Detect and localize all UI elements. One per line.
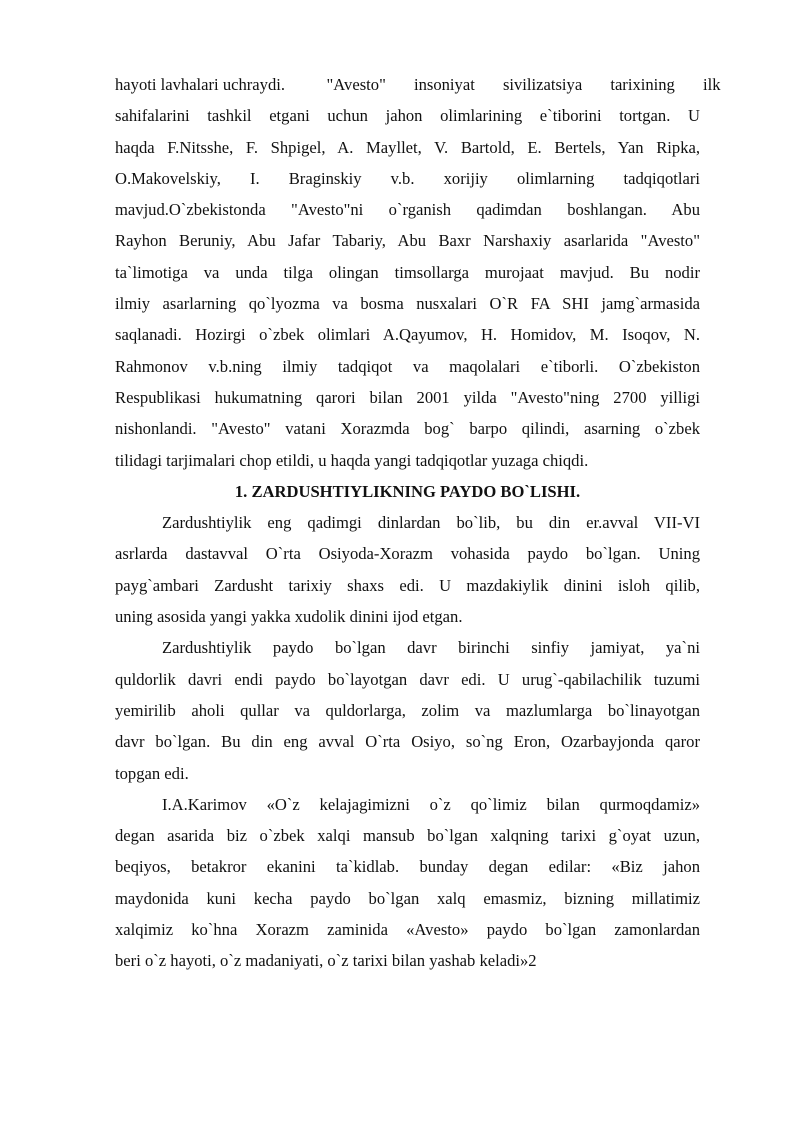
- text-line-rest: "Avesto" insoniyat sivilizatsiya tarixining ilk: [326, 75, 721, 94]
- text-line: haqda F.Nitsshe, F. Shpigel, A. Mayllet, V. Bartold, E. Bertels, Yan Ripka,: [115, 137, 700, 157]
- text-line: Rahmonov v.b.ning ilmiy tadqiqot va maqolalari e`tiborli. O`zbekiston: [115, 356, 700, 376]
- paragraph-3: [115, 789, 700, 977]
- paragraph-2: [115, 632, 700, 788]
- text-line: maydonida kuni kecha paydo bo`lgan xalq emasmiz, bizning millatimiz: [115, 888, 700, 908]
- text-line: quldorlik davri endi paydo bo`layotgan davr edi. U urug`-qabilachilik tuzumi: [115, 669, 700, 689]
- text-line: ilmiy asarlarning qo`lyozma va bosma nusxalari O`R FA SHI jamg`armasida: [115, 294, 700, 314]
- text-line: payg`ambari Zardusht tarixiy shaxs edi. U mazdakiylik dinini isloh qilib,: [115, 575, 700, 595]
- text-line: beri o`z hayoti, o`z madaniyati, o`z tarixi bilan yashab keladi»2: [115, 951, 537, 971]
- paragraph-1: [115, 507, 700, 632]
- text-line: Rayhon Beruniy, Abu Jafar Tabariy, Abu Baxr Narshaxiy asarlarida "Avesto": [115, 231, 700, 251]
- text-line: degan asarida biz o`zbek xalqi mansub bo`lgan xalqning tarixi g`oyat uzun,: [115, 826, 700, 846]
- text-line: davr bo`lgan. Bu din eng avval O`rta Osiyo, so`ng Eron, Ozarbayjonda qaror: [115, 732, 700, 752]
- text-line: Zardushtiylik eng qadimgi dinlardan bo`lib, bu din er.avval VII-VI: [162, 513, 700, 533]
- text-line: xalqimiz ko`hna Xorazm zaminida «Avesto» paydo bo`lgan zamonlardan: [115, 920, 700, 940]
- text-line: Zardushtiylik paydo bo`lgan davr birinchi sinfiy jamiyat, ya`ni: [162, 638, 700, 658]
- text-line: tilidagi tarjimalari chop etildi, u haqda yangi tadqiqotlar yuzaga chiqdi.: [115, 450, 589, 470]
- text-line: Respublikasi hukumatning qarori bilan 2001 yilda "Avesto"ning 2700 yilligi: [115, 387, 700, 407]
- text-line: asrlarda dastavval O`rta Osiyoda-Xorazm vohasida paydo bo`lgan. Uning: [115, 544, 700, 564]
- text-line: topgan edi.: [115, 763, 189, 783]
- text-line: uning asosida yangi yakka xudolik dinini ijod etgan.: [115, 607, 463, 627]
- section-heading: 1. ZARDUSHTIYLIKNING PAYDO BO`LISHI.: [234, 481, 581, 501]
- text-line: hayoti lavhalari uchraydi. "Avesto" insoniyat sivilizatsiya tarixining ilk: [115, 69, 700, 100]
- text-line: saqlanadi. Hozirgi o`zbek olimlari A.Qayumov, H. Homidov, M. Isoqov, N.: [115, 325, 700, 345]
- intro-paragraph: [115, 69, 721, 476]
- text-line: O.Makovelskiy, I. Braginskiy v.b. xorijiy olimlarning tadqiqotlari: [115, 168, 700, 188]
- text-line: nishonlandi. "Avesto" vatani Xorazmda bog` barpo qilindi, asarning o`zbek: [115, 419, 700, 439]
- text-line: yemirilib aholi qullar va quldorlarga, zolim va mazlumlarga bo`linayotgan: [115, 700, 700, 720]
- text-line: beqiyos, betakror ekanini ta`kidlab. bunday degan edilar: «Biz jahon: [115, 857, 700, 877]
- text-line: mavjud.O`zbekistonda "Avesto"ni o`rganish qadimdan boshlangan. Abu: [115, 200, 700, 220]
- text-line: ta`limotiga va unda tilga olingan timsollarga murojaat mavjud. Bu nodir: [115, 262, 700, 282]
- text-line: I.A.Karimov «O`z kelajagimizni o`z qo`limiz bilan qurmoqdamiz»: [162, 794, 700, 814]
- body-text: [115, 69, 721, 977]
- text-line: sahifalarini tashkil etgani uchun jahon olimlarining e`tiborini tortgan. U: [115, 106, 700, 126]
